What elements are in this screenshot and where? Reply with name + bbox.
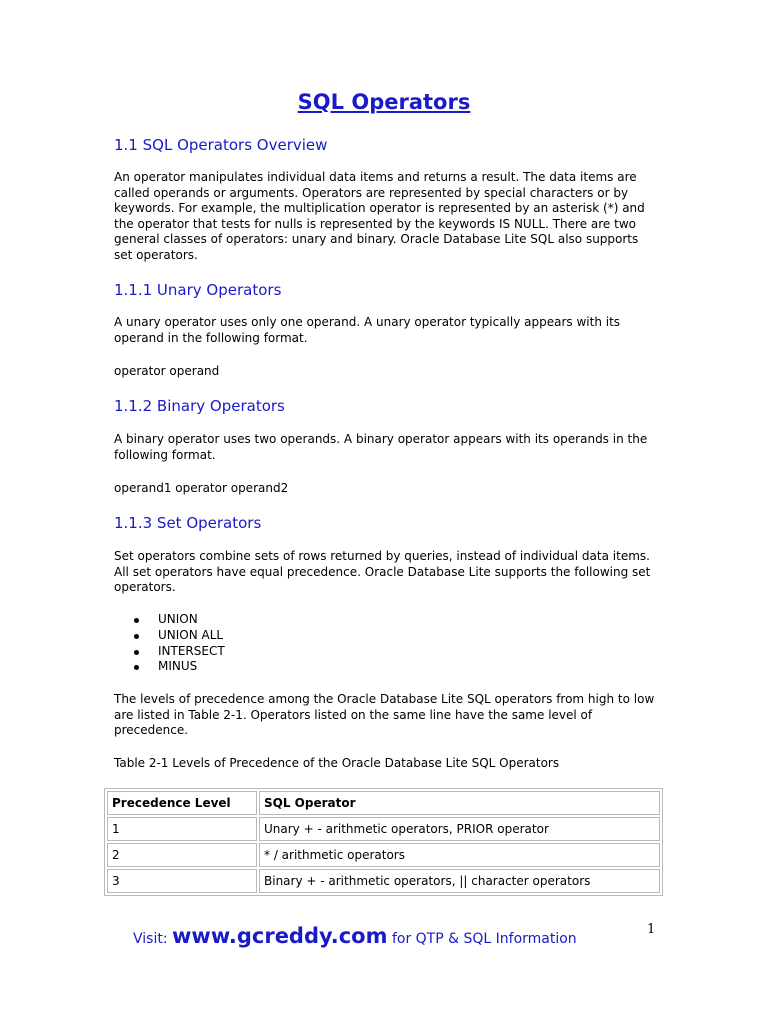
table-header-row [107,791,660,815]
list-item: UNION ALL [114,628,225,644]
section-heading-overview: 1.1 SQL Operators Overview [114,136,328,154]
table-cell: * / arithmetic operators [259,843,660,867]
table-cell: 1 [107,817,257,841]
set-paragraph: Set operators combine sets of rows returned by queries, instead of individual data items. All set operators have equal precedence. Oracle Database Lite supports the following set operators. [114,549,651,595]
footer-tagline: for QTP & SQL Information [391,931,577,947]
binary-paragraph: A binary operator uses two operands. A binary operator appears with its operands in the following format. [114,432,648,462]
table-cell: 3 [107,869,257,893]
precedence-paragraph: The levels of precedence among the Oracle Database Lite SQL operators from high to low are listed in Table 2-1. Operators listed on the same line have the same level of precedence. [114,692,655,738]
page-number: 1 [647,922,656,937]
unary-paragraph: A unary operator uses only one operand. A unary operator typically appears with its operand in the following format. [114,315,621,345]
table-cell: Binary + - arithmetic operators, || character operators [259,869,660,893]
section-heading-set: 1.1.3 Set Operators [114,514,262,532]
table-cell: 2 [107,843,257,867]
binary-format: operand1 operator operand2 [114,481,289,495]
table-header-cell: SQL Operator [259,791,660,815]
list-item: INTERSECT [114,644,225,660]
section-heading-binary: 1.1.2 Binary Operators [114,397,285,415]
page-title: SQL Operators [297,90,471,114]
section-heading-unary: 1.1.1 Unary Operators [114,281,282,299]
precedence-table [104,788,663,896]
list-item: UNION [114,612,225,628]
overview-paragraph: An operator manipulates individual data items and returns a result. The data items are called operands or arguments. Operators are represented by special characters or by keywords. For example, the multiplication operator is represented by an asterisk (*) and the operator that tests for nulls is represented by the keywords IS NULL. There are two general classes of operators: unary and binary. Oracle Database Lite SQL also supports set operators. [114,170,645,262]
table-header-cell: Precedence Level [107,791,257,815]
footer-visit-label: Visit: [133,931,168,947]
footer [133,924,577,948]
table-row [107,843,660,867]
unary-format: operator operand [114,364,220,378]
table-row [107,817,660,841]
table-cell: Unary + - arithmetic operators, PRIOR operator [259,817,660,841]
set-operator-list [114,612,225,675]
table-row [107,869,660,893]
list-item: MINUS [114,659,225,675]
footer-site-link[interactable]: www.gcreddy.com [172,924,388,948]
table-caption: Table 2-1 Levels of Precedence of the Oracle Database Lite SQL Operators [114,756,560,770]
